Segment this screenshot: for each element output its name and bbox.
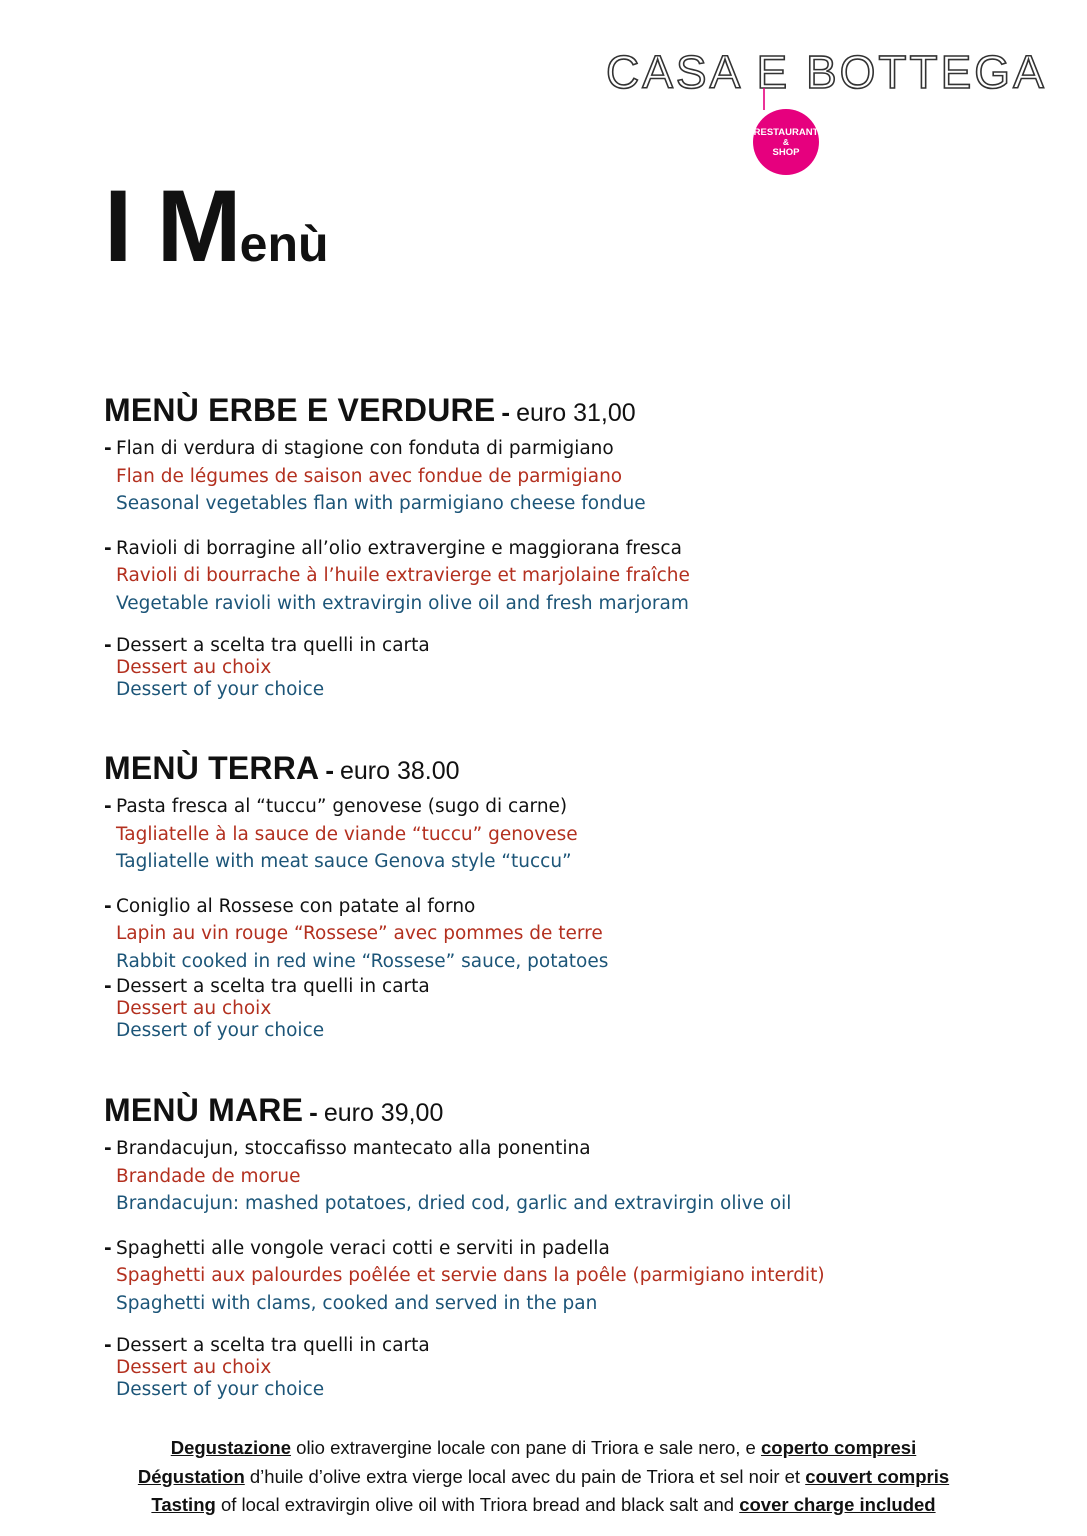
casa-e-bottega-logo bbox=[604, 44, 1047, 174]
dish-english: Dessert of your choice bbox=[116, 1379, 325, 1400]
footer-line-italian bbox=[0, 1434, 1087, 1463]
dish-french: Dessert au choix bbox=[116, 1357, 272, 1378]
dish-english: Rabbit cooked in red wine “Rossese” sauce, potatoes bbox=[116, 950, 609, 972]
dish-item bbox=[104, 435, 1004, 518]
page-title-cap: I M bbox=[104, 169, 240, 283]
logo-badge-line1: RESTAURANT bbox=[753, 127, 819, 138]
dish-english: Dessert of your choice bbox=[116, 679, 325, 700]
dish-french: Tagliatelle à la sauce de viande “tuccu” genovese bbox=[116, 823, 578, 845]
dish-item bbox=[104, 893, 1004, 976]
section-dash: - bbox=[309, 1097, 318, 1127]
dish-item bbox=[104, 1135, 1004, 1218]
logo-badge-line2: & bbox=[782, 137, 790, 147]
footer-lead: Degustazione bbox=[170, 1437, 292, 1458]
dish-italian: - Dessert a scelta tra quelli in carta bbox=[104, 635, 430, 656]
dish-french: Dessert au choix bbox=[116, 998, 272, 1019]
dish-item bbox=[104, 793, 1004, 876]
dish-english: Seasonal vegetables flan with parmigiano cheese fondue bbox=[116, 493, 646, 514]
section-header bbox=[104, 750, 1004, 787]
dish-item bbox=[104, 634, 1004, 701]
dish-item bbox=[104, 975, 1004, 1042]
dish-italian: - Spaghetti alle vongole veraci cotti e serviti in padella bbox=[104, 1237, 610, 1259]
footer-tail: coperto compresi bbox=[761, 1437, 917, 1458]
footer-line-english bbox=[0, 1491, 1087, 1520]
footer-line-french bbox=[0, 1463, 1087, 1492]
section-title: MENÙ TERRA bbox=[104, 750, 320, 786]
dish-item bbox=[104, 535, 1004, 618]
dish-italian: - Brandacujun, stoccafisso mantecato alla ponentina bbox=[104, 1138, 591, 1159]
footer-lead: Dégustation bbox=[137, 1465, 245, 1487]
section-header bbox=[104, 1092, 1004, 1129]
footer-tail: couvert compris bbox=[805, 1465, 950, 1487]
dish-english: Spaghetti with clams, cooked and served in the pan bbox=[116, 1292, 598, 1314]
dish-french: Flan de légumes de saison avec fondue de parmigiano bbox=[116, 465, 623, 487]
logo-wordmark: CASA E BOTTEGA bbox=[606, 46, 1047, 98]
footer-tail: cover charge included bbox=[739, 1494, 936, 1515]
dish-english: Brandacujun: mashed potatoes, dried cod, garlic and extravirgin olive oil bbox=[116, 1193, 792, 1214]
dish-english: Dessert of your choice bbox=[116, 1020, 325, 1041]
dish-italian: - Ravioli di borragine all’olio extravergine e maggiorana fresca bbox=[104, 537, 682, 559]
dish-french: Ravioli di bourrache à l’huile extravierge et marjolaine fraîche bbox=[116, 565, 690, 586]
footer-note bbox=[0, 1434, 1087, 1520]
section-title: MENÙ ERBE E VERDURE bbox=[104, 392, 496, 428]
dish-italian: - Dessert a scelta tra quelli in carta bbox=[104, 1335, 430, 1356]
dish-french: Brandade de morue bbox=[116, 1165, 301, 1187]
dish-item bbox=[104, 1334, 1004, 1401]
dish-italian: - Flan di verdura di stagione con fonduta di parmigiano bbox=[104, 438, 614, 459]
section-price: euro 38.00 bbox=[340, 757, 460, 785]
footer-text: d’huile d’olive extra vierge local avec du pain de Triora et sel noir et bbox=[244, 1465, 806, 1487]
section-price: euro 31,00 bbox=[516, 399, 636, 427]
dish-italian: - Coniglio al Rossese con patate al forno bbox=[104, 895, 476, 917]
dish-italian: - Pasta fresca al “tuccu” genovese (sugo di carne) bbox=[104, 796, 568, 817]
section-price: euro 39,00 bbox=[323, 1099, 444, 1127]
footer-lead: Tasting bbox=[151, 1494, 216, 1515]
dish-item bbox=[104, 1235, 1004, 1318]
section-dash: - bbox=[325, 755, 334, 785]
dish-italian: - Dessert a scelta tra quelli in carta bbox=[104, 976, 430, 997]
page-title-rest: enù bbox=[239, 216, 329, 272]
menu-section-mare bbox=[104, 1092, 1004, 1401]
dish-english: Tagliatelle with meat sauce Genova style “tuccu” bbox=[116, 851, 572, 872]
menu-section-terra bbox=[104, 750, 1004, 1042]
dish-french: Spaghetti aux palourdes poêlée et servie dans la poêle (parmigiano interdit) bbox=[116, 1265, 825, 1286]
logo-badge-line3: SHOP bbox=[772, 147, 800, 158]
dish-french: Dessert au choix bbox=[116, 657, 272, 678]
dish-english: Vegetable ravioli with extravirgin olive oil and fresh marjoram bbox=[116, 592, 689, 614]
section-dash: - bbox=[501, 397, 511, 427]
section-header bbox=[104, 392, 1004, 429]
dish-french: Lapin au vin rouge “Rossese” avec pommes de terre bbox=[116, 923, 603, 944]
footer-text: of local extravirgin olive oil with Triora bread and black salt and bbox=[215, 1494, 740, 1515]
footer-text: olio extravergine locale con pane di Triora e sale nero, e bbox=[291, 1437, 761, 1458]
menu-section-erbe-verdure bbox=[104, 392, 1004, 701]
logo-graphic bbox=[604, 44, 1047, 174]
page-title bbox=[104, 169, 329, 283]
section-title: MENÙ MARE bbox=[104, 1092, 304, 1128]
